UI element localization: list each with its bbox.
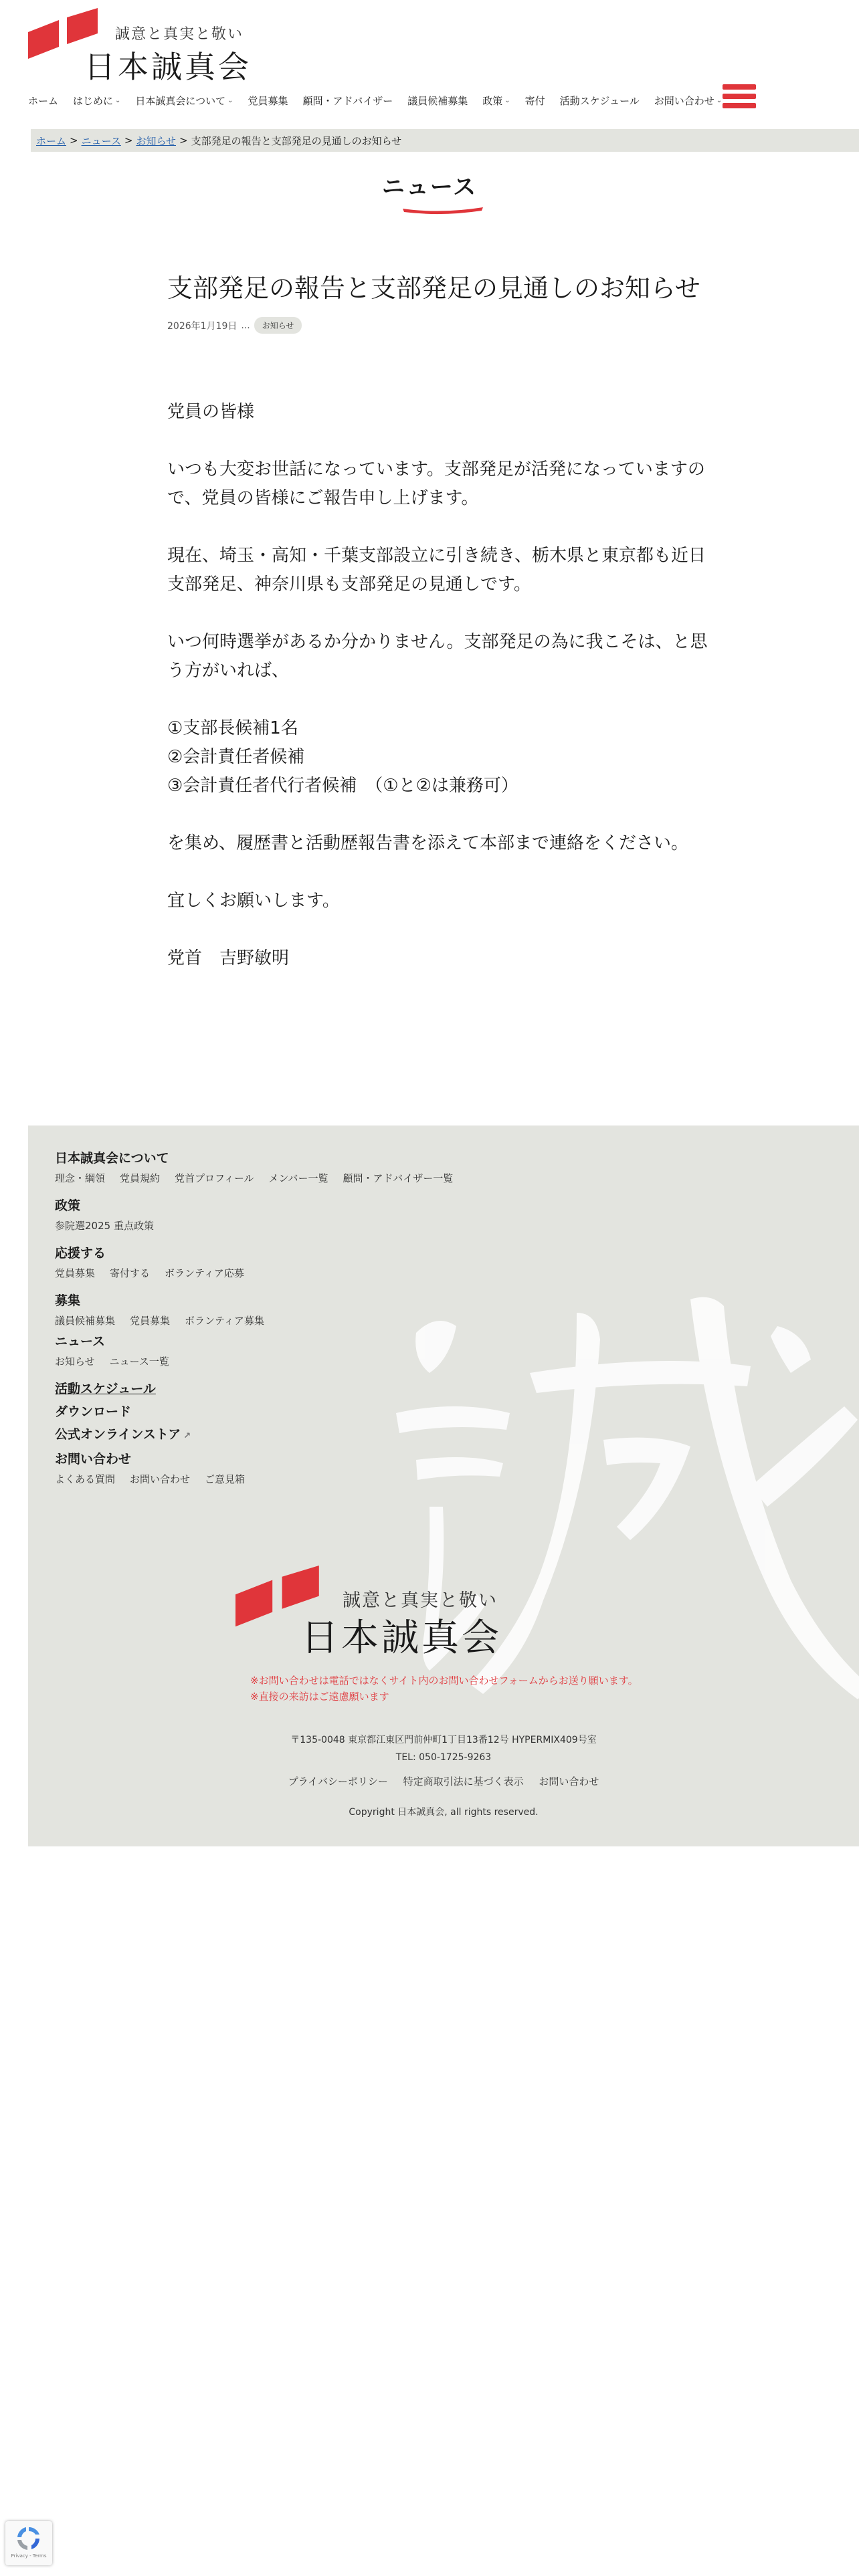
nav-item-contact[interactable] bbox=[654, 94, 722, 108]
nav-label: 活動スケジュール bbox=[559, 94, 640, 107]
nav-item-candidates[interactable] bbox=[407, 94, 468, 108]
nav-item-home[interactable] bbox=[28, 94, 58, 108]
footer-logo[interactable] bbox=[235, 1566, 550, 1659]
footer-address bbox=[28, 1731, 859, 1766]
footer-heading-support[interactable]: 応援する bbox=[55, 1246, 106, 1261]
privacy-policy-link[interactable]: プライバシーポリシー bbox=[288, 1776, 388, 1788]
footer-link[interactable]: 党首プロフィール bbox=[175, 1172, 254, 1184]
logo-tagline: 誠意と真実と敬い bbox=[343, 1590, 498, 1611]
footer-link[interactable]: 参院選2025 重点政策 bbox=[55, 1220, 154, 1232]
nav-item-schedule[interactable] bbox=[560, 94, 640, 108]
contact-notice bbox=[250, 1673, 638, 1705]
footer-heading-download[interactable]: ダウンロード bbox=[55, 1404, 132, 1419]
breadcrumb-home[interactable]: ホーム bbox=[36, 134, 67, 147]
nav-item-advisors[interactable] bbox=[303, 94, 393, 108]
logo-name: 日本誠真会 bbox=[301, 1616, 502, 1660]
article-paragraph: いつも大変お世話になっています。支部発足が活発になっていますので、党員の皆様にご報告申し上げます。 bbox=[167, 459, 705, 508]
article-paragraph: 党員の皆様 bbox=[167, 402, 255, 422]
footer-heading-policy[interactable]: 政策 bbox=[55, 1198, 81, 1213]
footer-links-about bbox=[55, 1171, 523, 1185]
footer-bottom-links bbox=[28, 1774, 859, 1788]
hamburger-icon[interactable] bbox=[723, 84, 756, 114]
footer-link[interactable]: お知らせ bbox=[55, 1356, 95, 1368]
footer-link[interactable]: 寄付する bbox=[110, 1267, 151, 1279]
nav-label: ホーム bbox=[28, 94, 59, 107]
footer-link[interactable]: ご意見箱 bbox=[205, 1473, 246, 1485]
footer-heading-about[interactable]: 日本誠真会について bbox=[55, 1151, 169, 1166]
footer-links-recruit bbox=[55, 1313, 523, 1327]
chevron-down-icon: ⌄ bbox=[227, 96, 233, 104]
chevron-down-icon: ⌄ bbox=[716, 96, 723, 104]
article-paragraph: 現在、埼玉・高知・千葉支部設立に引き続き、栃木県と東京都も近日支部発足、神奈川県も支部発足の見通しです。 bbox=[167, 546, 706, 595]
article-paragraph: を集め、履歴書と活動歴報告書を添えて本部まで連絡をください。 bbox=[167, 833, 688, 853]
contact-link[interactable]: お問い合わせ bbox=[539, 1776, 599, 1788]
nav-item-policy[interactable] bbox=[482, 94, 510, 108]
nav-label: 日本誠真会について bbox=[135, 94, 226, 107]
nav-item-about[interactable] bbox=[135, 94, 233, 108]
address-text: 〒135-0048 東京都江東区門前仲町1丁目13番12号 HYPERMIX409号室 bbox=[290, 1735, 597, 1745]
logo-tagline: 誠意と真実と敬い bbox=[115, 26, 244, 43]
chevron-down-icon: ⌄ bbox=[504, 96, 510, 104]
article-body bbox=[167, 398, 723, 973]
article-meta bbox=[167, 317, 723, 334]
phone-text: TEL: 050-1725-9263 bbox=[395, 1752, 492, 1763]
breadcrumb-current: 支部発足の報告と支部発足の見通しのお知らせ bbox=[191, 134, 402, 147]
footer-link[interactable]: ボランティア募集 bbox=[185, 1315, 264, 1327]
breadcrumb-separator: > bbox=[124, 134, 133, 146]
list-item: ②会計責任者候補 bbox=[167, 747, 305, 767]
recaptcha-text: Privacy - Terms bbox=[11, 2553, 47, 2559]
list-item: ③会計責任者代行者候補 （①と②は兼務可） bbox=[167, 776, 518, 796]
footer-link[interactable]: メンバー一覧 bbox=[268, 1172, 328, 1184]
site-header bbox=[0, 0, 859, 120]
nav-item-donate[interactable] bbox=[525, 94, 545, 108]
recaptcha-icon bbox=[14, 2525, 43, 2552]
commerce-law-link[interactable]: 特定商取引法に基づく表示 bbox=[403, 1776, 524, 1788]
footer-heading-schedule[interactable]: 活動スケジュール bbox=[55, 1382, 156, 1396]
footer-link[interactable]: 党員募集 bbox=[130, 1315, 171, 1327]
brush-underline-icon bbox=[400, 203, 486, 217]
copyright: Copyright 日本誠真会, all rights reserved. bbox=[349, 1807, 539, 1818]
main-nav bbox=[28, 91, 737, 110]
footer-nav bbox=[55, 1150, 523, 1486]
footer-heading-contact[interactable]: お問い合わせ bbox=[55, 1452, 132, 1467]
footer-heading-news[interactable]: ニュース bbox=[55, 1334, 106, 1349]
section-title: ニュース bbox=[381, 174, 478, 201]
footer-heading-store[interactable] bbox=[55, 1426, 523, 1445]
nav-item-intro[interactable] bbox=[73, 94, 120, 108]
notice-line: ※お問い合わせは電話ではなくサイト内のお問い合わせフォームからお送り願います。 bbox=[250, 1675, 638, 1687]
article bbox=[167, 270, 723, 1002]
store-label: 公式オンラインストア bbox=[55, 1427, 181, 1442]
article-signature: 党首 吉野敏明 bbox=[167, 948, 290, 968]
recaptcha-badge[interactable] bbox=[5, 2521, 52, 2565]
external-link-icon: ↗ bbox=[183, 1431, 191, 1441]
footer-links-contact bbox=[55, 1472, 523, 1486]
nav-label: 政策 bbox=[482, 94, 503, 107]
footer-link[interactable]: 顧問・アドバイザー一覧 bbox=[343, 1172, 454, 1184]
nav-label: 議員候補募集 bbox=[407, 94, 468, 107]
footer-link[interactable]: 党員募集 bbox=[55, 1267, 96, 1279]
breadcrumb-notice[interactable]: お知らせ bbox=[136, 134, 176, 147]
footer-link[interactable]: 理念・綱領 bbox=[55, 1172, 106, 1184]
footer-link[interactable]: 党員規約 bbox=[120, 1172, 161, 1184]
breadcrumb-separator: > bbox=[70, 134, 78, 146]
footer-link[interactable]: ニュース一覧 bbox=[109, 1356, 169, 1368]
article-paragraph: いつ何時選挙があるか分かりません。支部発足の為に我こそは、と思う方がいれば、 bbox=[167, 632, 708, 681]
article-date: 2026年1月19日 bbox=[167, 320, 237, 332]
nav-label: はじめに bbox=[73, 94, 114, 107]
category-badge[interactable]: お知らせ bbox=[254, 317, 302, 334]
logo-name: 日本誠真会 bbox=[84, 49, 252, 85]
footer-links-support bbox=[55, 1266, 523, 1280]
site-footer bbox=[28, 1125, 859, 1846]
footer-link[interactable]: ボランティア応募 bbox=[165, 1267, 244, 1279]
site-logo[interactable] bbox=[28, 8, 252, 85]
article-paragraph: 宜しくお願いします。 bbox=[167, 891, 340, 911]
notice-line: ※直接の来訪はご遠慮願います bbox=[250, 1691, 389, 1703]
meta-dots: ... bbox=[241, 320, 250, 331]
footer-link[interactable]: お問い合わせ bbox=[130, 1473, 191, 1485]
footer-heading-recruit[interactable]: 募集 bbox=[55, 1293, 81, 1308]
breadcrumb-separator: > bbox=[179, 134, 188, 146]
breadcrumb bbox=[31, 129, 859, 152]
nav-label: お問い合わせ bbox=[654, 94, 714, 107]
footer-links-news bbox=[55, 1354, 523, 1368]
nav-label: 党員募集 bbox=[248, 94, 288, 107]
nav-label: 顧問・アドバイザー bbox=[302, 94, 393, 107]
candidate-list bbox=[167, 714, 723, 800]
nav-label: 寄付 bbox=[524, 94, 545, 107]
footer-link[interactable]: よくある質問 bbox=[55, 1473, 116, 1485]
nav-item-membership[interactable] bbox=[248, 94, 288, 108]
footer-link[interactable]: 議員候補募集 bbox=[55, 1315, 116, 1327]
breadcrumb-news[interactable]: ニュース bbox=[81, 134, 121, 147]
chevron-down-icon: ⌄ bbox=[115, 96, 121, 104]
article-title: 支部発足の報告と支部発足の見通しのお知らせ bbox=[167, 274, 700, 303]
list-item: ①支部長候補1名 bbox=[167, 718, 298, 738]
footer-links-policy bbox=[55, 1218, 523, 1232]
